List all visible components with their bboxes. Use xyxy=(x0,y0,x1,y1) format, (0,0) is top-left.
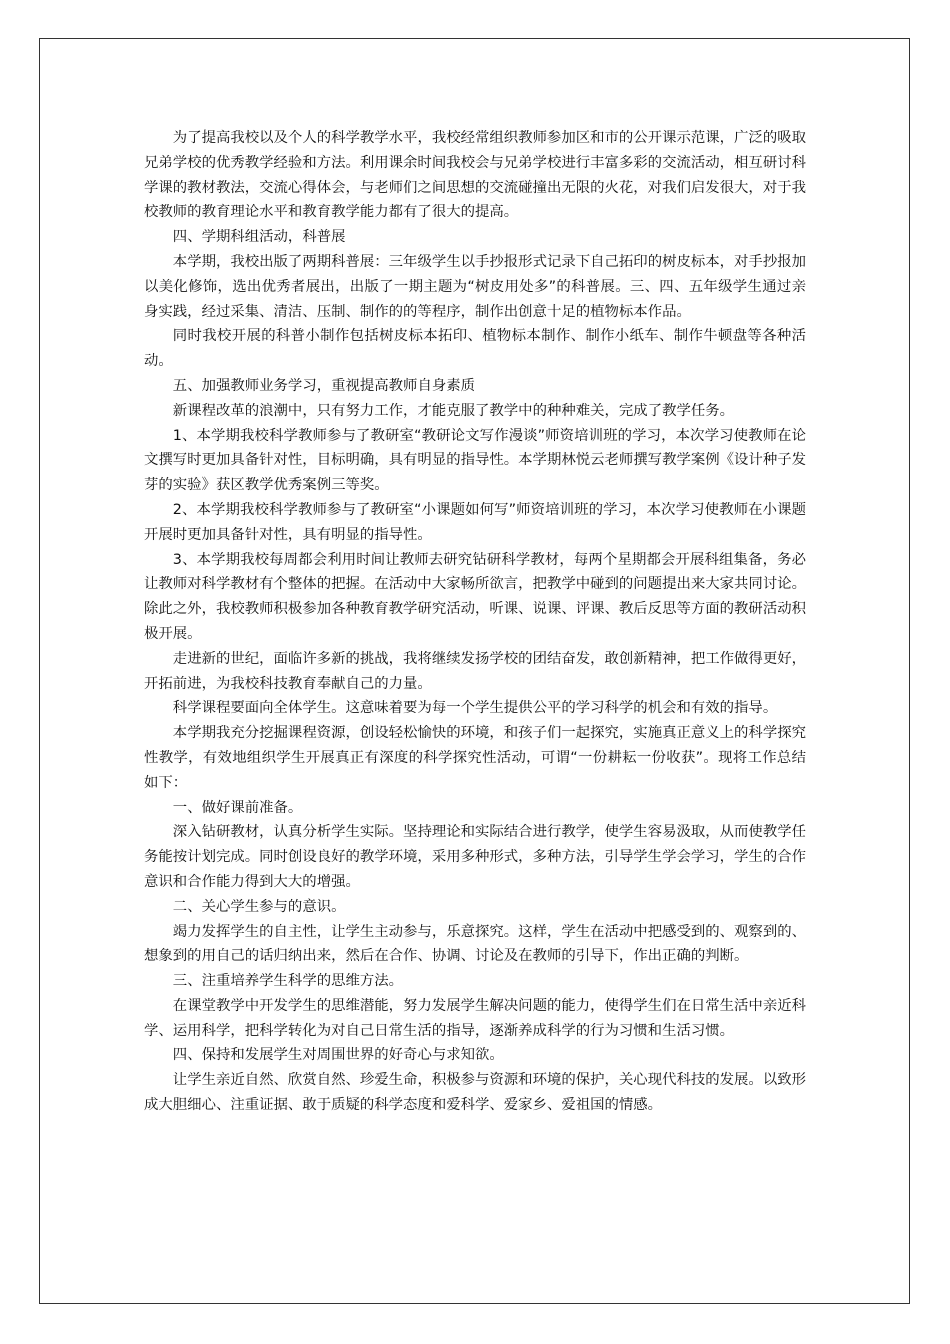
paragraph: 新课程改革的浪潮中，只有努力工作，才能克服了教学中的种种难关，完成了教学任务。 xyxy=(172,402,735,419)
paragraph: 本学期我充分挖掘课程资源，创设轻松愉快的环境，和孩子们一起探究，实施真正意义上的科学探究性教学，有效地组织学生开展真正有深度的科学探究性活动，可谓“一份耕耘一份收获”。现将工作总结如下： xyxy=(144,725,806,791)
paragraph: 同时我校开展的科普小制作包括树皮标本拓印、植物标本制作、制作小纸车、制作牛顿盘等各种活动。 xyxy=(144,328,806,370)
paragraph: 1、本学期我校科学教师参与了教研室“教研论文写作漫谈”师资培训班的学习，本次学习使教师在论文撰写时更加具备针对性，目标明确，具有明显的指导性。本学期林悦云老师撰写教学案例《设计种子发芽的实验》获区教学优秀案例三等奖。 xyxy=(144,427,806,494)
document-body xyxy=(144,126,806,1118)
section-heading: 五、加强教师业务学习，重视提高教师自身素质 xyxy=(172,377,476,394)
paragraph: 3、本学期我校每周都会利用时间让教师去研究钻研科学教材，每两个星期都会开展科组集备，务必让教师对科学教材有个整体的把握。在活动中大家畅所欲言，把教学中碰到的问题提出来大家共同讨论。除此之外，我校教师积极参加各种教育教学研究活动，听课、说课、评课、教后反思等方面的教研活动积极开展。 xyxy=(144,551,806,642)
paragraph: 本学期，我校出版了两期科普展：三年级学生以手抄报形式记录下自己拓印的树皮标本，对手抄报加以美化修饰，选出优秀者展出，出版了一期主题为“树皮用处多”的科普展。三、四、五年级学生通过亲身实践，经过采集、清洁、压制、制作的的等程序，制作出创意十足的植物标本作品。 xyxy=(144,253,806,320)
paragraph: 在课堂教学中开发学生的思维潜能，努力发展学生解决问题的能力，使得学生们在日常生活中亲近科学、运用科学，把科学转化为对自己日常生活的指导，逐渐养成科学的行为习惯和生活习惯。 xyxy=(144,997,806,1039)
paragraph: 走进新的世纪，面临许多新的挑战，我将继续发扬学校的团结奋发，敢创新精神，把工作做得更好，开拓前进，为我校科技教育奉献自己的力量。 xyxy=(144,650,806,692)
paragraph: 为了提高我校以及个人的科学教学水平，我校经常组织教师参加区和市的公开课示范课，广泛的吸取兄弟学校的优秀教学经验和方法。利用课余时间我校会与兄弟学校进行丰富多彩的交流活动，相互研讨科学课的教材教法，交流心得体会，与老师们之间思想的交流碰撞出无限的火花，对我们启发很大，对于我校教师的教育理论水平和教育教学能力都有了很大的提高。 xyxy=(144,130,806,221)
paragraph: 科学课程要面向全体学生。这意味着要为每一个学生提供公平的学习科学的机会和有效的指导。 xyxy=(172,700,778,717)
paragraph: 竭力发挥学生的自主性，让学生主动参与，乐意探究。这样，学生在活动中把感受到的、观察到的、想象到的用自己的话归纳出来，然后在合作、协调、讨论及在教师的引导下，作出正确的判断。 xyxy=(144,923,806,965)
section-heading: 四、学期科组活动，科普展 xyxy=(172,229,346,246)
section-heading: 四、保持和发展学生对周围世界的好奇心与求知欲。 xyxy=(172,1047,504,1064)
section-heading: 二、关心学生参与的意识。 xyxy=(172,898,346,915)
paragraph: 2、本学期我校科学教师参与了教研室“小课题如何写”师资培训班的学习，本次学习使教师在小课题开展时更加具备针对性，具有明显的指导性。 xyxy=(144,501,806,543)
paragraph: 让学生亲近自然、欣赏自然、珍爱生命，积极参与资源和环境的保护，关心现代科技的发展。以致形成大胆细心、注重证据、敢于质疑的科学态度和爱科学、爱家乡、爱祖国的情感。 xyxy=(144,1072,806,1114)
section-heading: 一、做好课前准备。 xyxy=(172,799,303,816)
paragraph: 深入钻研教材，认真分析学生实际。坚持理论和实际结合进行教学，使学生容易汲取，从而使教学任务能按计划完成。同时创设良好的教学环境，采用多种形式，多种方法，引导学生学会学习，学生的合作意识和合作能力得到大大的增强。 xyxy=(144,824,806,890)
section-heading: 三、注重培养学生科学的思维方法。 xyxy=(172,973,404,990)
